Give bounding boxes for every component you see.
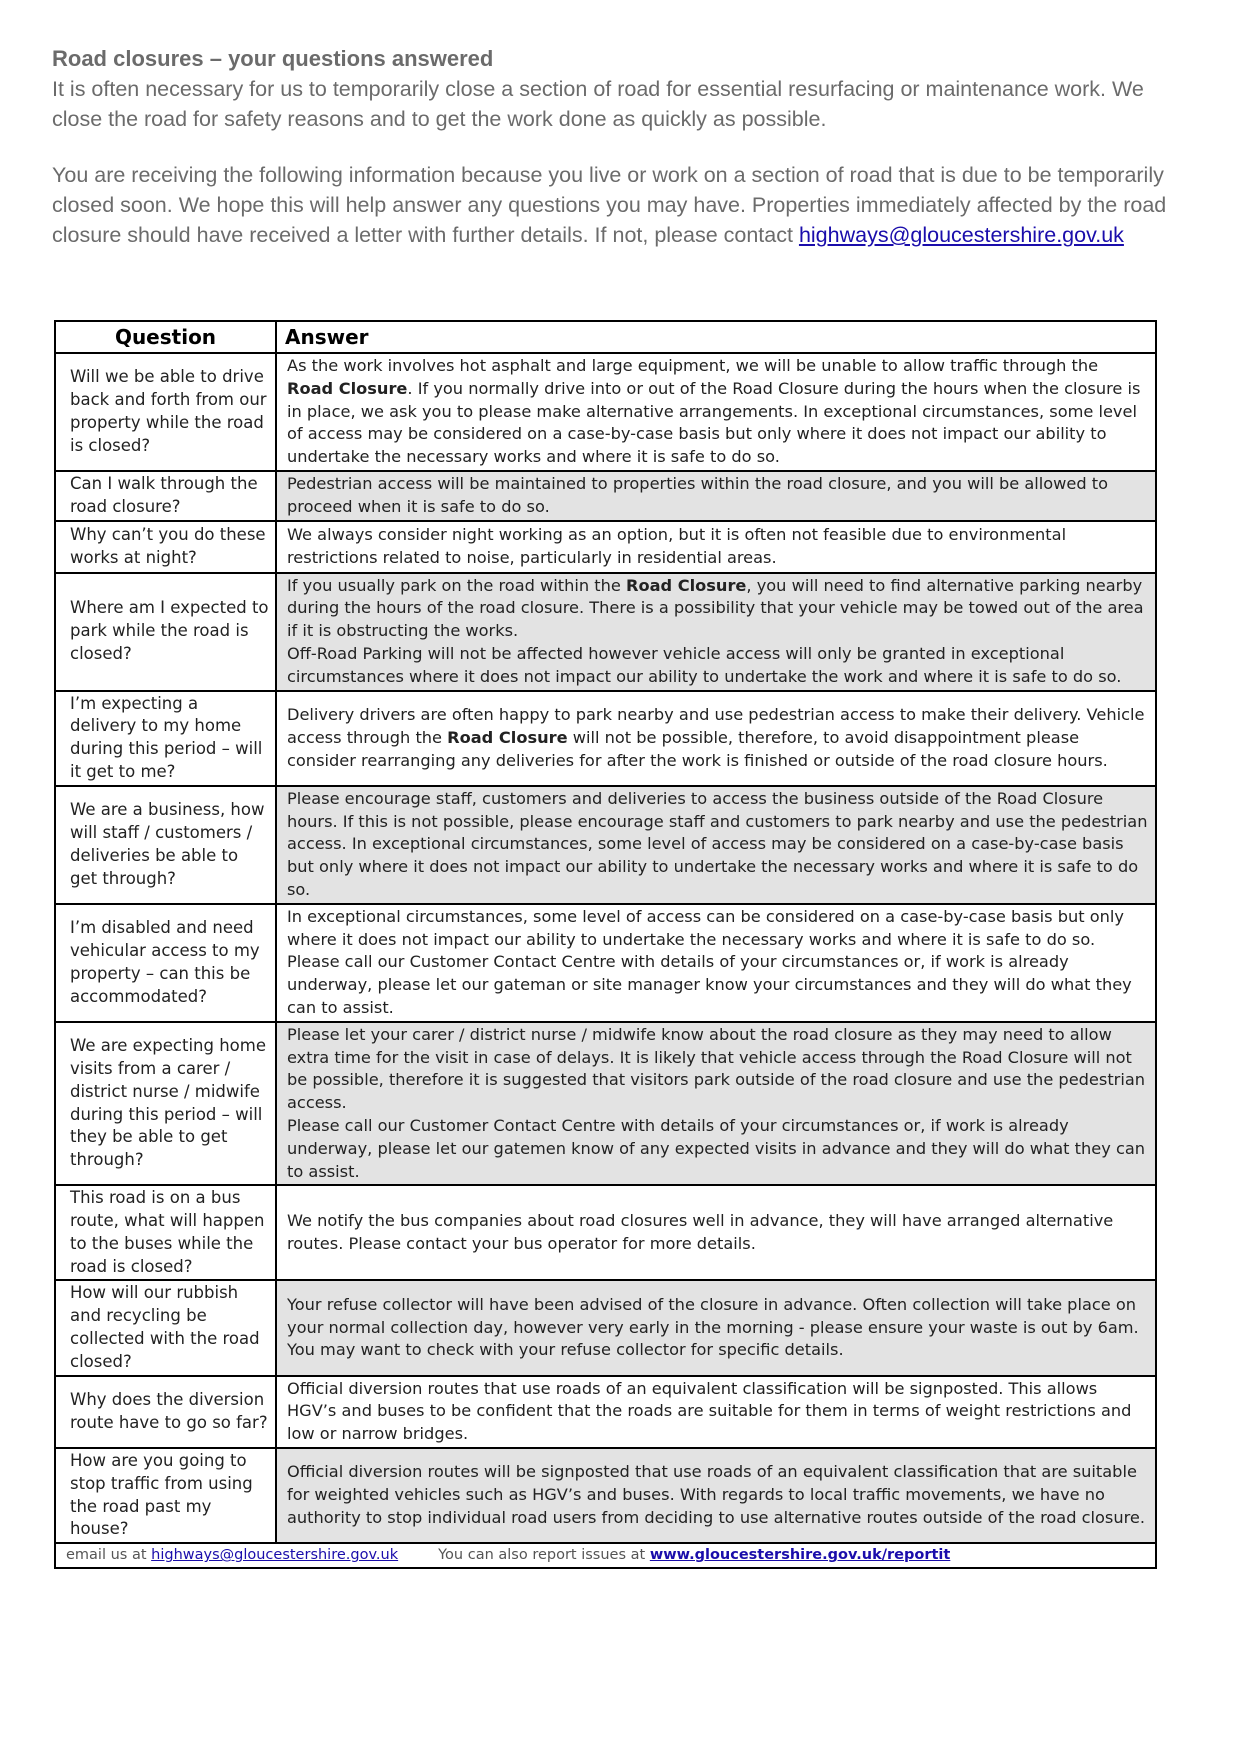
- faq-header-row: [55, 321, 1156, 353]
- answer-cell: [276, 904, 1156, 1022]
- answer-paragraph: Please let your carer / district nurse / midwife know about the road closure as they may need to allow extra time for the visit in case of delays. It is likely that vehicle access through the Road Closure will not be possible, therefore it is suggested that visitors park outside of the road closure and use the pedestrian access.: [287, 1024, 1145, 1113]
- question-cell: How are you going to stop traffic from using the road past my house?: [55, 1448, 276, 1543]
- answer-cell: Your refuse collector will have been advised of the closure in advance. Often collection will take place on your normal collection day, however very early in the morning - please ensure your waste is out by 6am. You may want to check with your refuse collector for specific details.: [276, 1280, 1156, 1375]
- answer-cell: Official diversion routes will be signposted that use roads of an equivalent classification that are suitable for weighted vehicles such as HGV’s and buses. With regards to local traffic movements, we have no authority to stop individual road users from deciding to use alternative routes outside of the road closure.: [276, 1448, 1156, 1543]
- question-cell: I’m disabled and need vehicular access to my property – can this be accommodated?: [55, 904, 276, 1022]
- footer-email-label: email us at: [66, 1547, 152, 1564]
- footer-report-link[interactable]: www.gloucestershire.gov.uk/reportit: [649, 1547, 951, 1564]
- table-row: [55, 573, 1156, 691]
- answer-text: . If you normally drive into or out of the Road Closure during the hours when the closure is in place, we ask you to please make alternative arrangements. In exceptional circumstances, some level of access may be considered on a case-by-case basis but only where it does not impact our ability to undertake the necessary works and where it is safe to do so.: [287, 378, 1141, 467]
- contact-email-link[interactable]: highways@gloucestershire.gov.uk: [798, 223, 1124, 247]
- question-column-header: Question: [55, 321, 276, 353]
- table-row: [55, 691, 1156, 786]
- table-row: [55, 471, 1156, 521]
- answer-cell: [276, 353, 1156, 471]
- footer-report-label: You can also report issues at: [438, 1547, 650, 1564]
- answer-text: , you will need to find alternative parking nearby during the hours of the road closure. There is a possibility that your vehicle may be towed out of the area if it is obstructing the works.: [287, 575, 1144, 641]
- answer-bold-text: Road Closure: [287, 378, 408, 398]
- intro-paragraph-2-text: You are receiving the following information because you live or work on a section of road that is due to be temporarily closed soon. We hope this will help answer any questions you may have. Properties immediately affected by the road closure should have received a letter with further details. If not, please contact: [52, 163, 1167, 247]
- answer-column-header: Answer: [276, 321, 1156, 353]
- question-cell: Will we be able to drive back and forth from our property while the road is closed?: [55, 353, 276, 471]
- answer-text: Delivery drivers are often happy to park nearby and use pedestrian access to make their delivery. Vehicle access through the: [287, 704, 1145, 747]
- table-row: [55, 1022, 1156, 1186]
- table-row: [55, 521, 1156, 573]
- table-row: [55, 786, 1156, 904]
- table-row: [55, 1185, 1156, 1280]
- question-cell: Where am I expected to park while the road is closed?: [55, 573, 276, 691]
- answer-text: If you usually park on the road within the: [287, 575, 626, 595]
- answer-cell: Official diversion routes that use roads of an equivalent classification will be signposted. This allows HGV’s and buses to be confident that the roads are suitable for them in terms of weight restrictions and low or narrow bridges.: [276, 1376, 1156, 1448]
- answer-cell: [276, 1022, 1156, 1186]
- question-cell: How will our rubbish and recycling be collected with the road closed?: [55, 1280, 276, 1375]
- page-title: Road closures – your questions answered: [52, 46, 494, 71]
- table-row: [55, 1280, 1156, 1375]
- answer-paragraph: Off-Road Parking will not be affected however vehicle access will only be granted in exceptional circumstances where it does not impact our ability to undertake the work and where it is safe to do so.: [287, 643, 1122, 686]
- answer-cell: [276, 573, 1156, 691]
- intro-paragraph-2: [52, 160, 1182, 250]
- footer-row: [55, 1543, 1156, 1568]
- answer-paragraph: [287, 575, 1149, 643]
- answer-text: will not be possible, therefore, to avoid disappointment please consider rearranging any deliveries for after the work is finished or outside of the road closure hours.: [287, 727, 1108, 770]
- intro-paragraph-1: It is often necessary for us to temporarily close a section of road for essential resurfacing or maintenance work. We close the road for safety reasons and to get the work done as quickly as possible.: [52, 77, 1144, 131]
- answer-cell: Please encourage staff, customers and deliveries to access the business outside of the Road Closure hours. If this is not possible, please encourage staff and customers to park nearby and use the pedestrian access. In exceptional circumstances, some level of access may be considered on a case-by-case basis but only where it does not impact our ability to undertake the necessary works and where it is safe to do so.: [276, 786, 1156, 904]
- footer-report-link-wrap: [650, 1547, 951, 1563]
- faq-table: [54, 320, 1157, 1569]
- question-cell: This road is on a bus route, what will happen to the buses while the road is closed?: [55, 1185, 276, 1280]
- answer-paragraph: In exceptional circumstances, some level of access can be considered on a case-by-case basis but only where it does not impact our ability to undertake the necessary works and where it is safe to do so.: [287, 906, 1124, 949]
- answer-cell: [276, 691, 1156, 786]
- intro-section: [52, 44, 1182, 250]
- table-row: [55, 1448, 1156, 1543]
- question-cell: Can I walk through the road closure?: [55, 471, 276, 521]
- question-cell: I’m expecting a delivery to my home during this period – will it get to me?: [55, 691, 276, 786]
- table-row: [55, 1376, 1156, 1448]
- footer-cell: [55, 1543, 1156, 1568]
- table-row: [55, 904, 1156, 1022]
- answer-text: As the work involves hot asphalt and large equipment, we will be unable to allow traffic through the: [287, 356, 1099, 375]
- answer-bold-text: Road Closure: [447, 727, 568, 747]
- answer-paragraph: Please call our Customer Contact Centre with details of your circumstances or, if work is already underway, please let our gateman or site manager know your circumstances and they will do what they can to assist.: [287, 952, 1132, 1017]
- answer-cell: We notify the bus companies about road closures well in advance, they will have arranged alternative routes. Please contact your bus operator for more details.: [276, 1185, 1156, 1280]
- table-row: [55, 353, 1156, 471]
- answer-bold-text: Road Closure: [626, 575, 747, 595]
- answer-paragraph: Please call our Customer Contact Centre with details of your circumstances or, if work is already underway, please let our gatemen know of any expected visits in advance and they will do what they can to assist.: [287, 1115, 1146, 1181]
- question-cell: We are a business, how will staff / customers / deliveries be able to get through?: [55, 786, 276, 904]
- question-cell: Why does the diversion route have to go so far?: [55, 1376, 276, 1448]
- answer-cell: Pedestrian access will be maintained to properties within the road closure, and you will be allowed to proceed when it is safe to do so.: [276, 471, 1156, 521]
- question-cell: Why can’t you do these works at night?: [55, 521, 276, 573]
- question-cell: We are expecting home visits from a carer / district nurse / midwife during this period – will they be able to get through?: [55, 1022, 276, 1186]
- footer-email-link[interactable]: highways@gloucestershire.gov.uk: [151, 1547, 399, 1564]
- answer-cell: We always consider night working as an option, but it is often not feasible due to environmental restrictions related to noise, particularly in residential areas.: [276, 521, 1156, 573]
